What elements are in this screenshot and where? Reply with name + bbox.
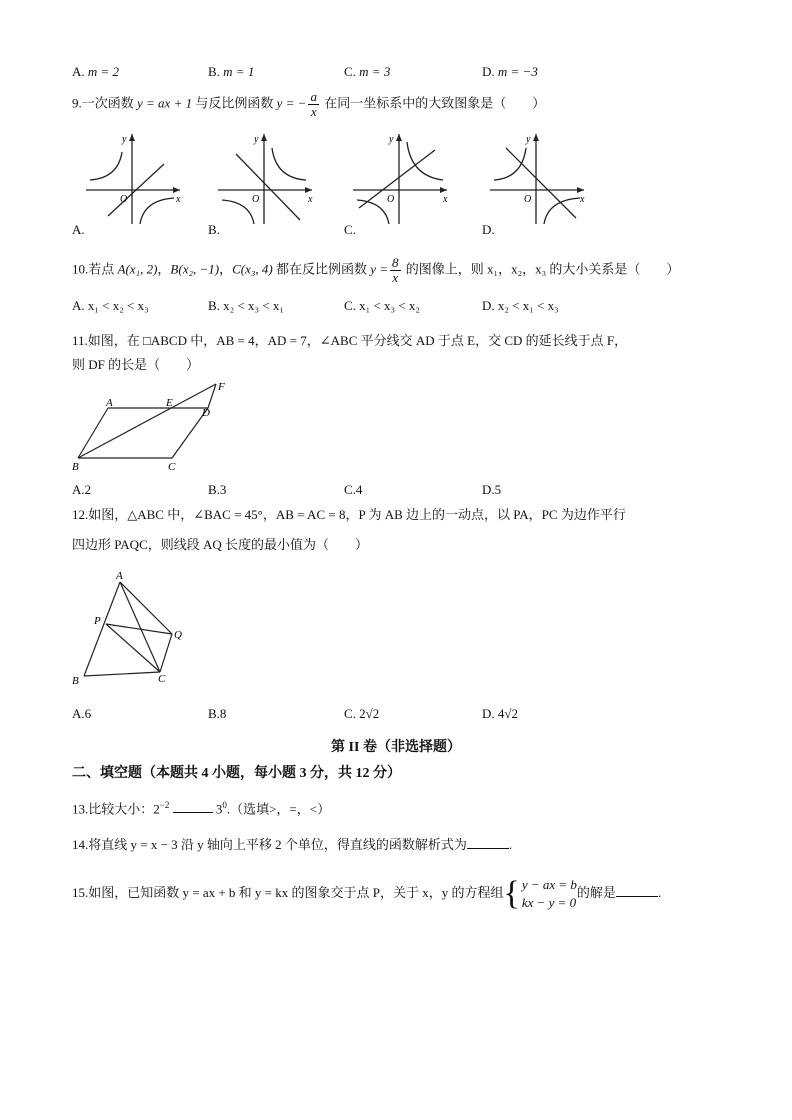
point-c-label: C	[158, 673, 166, 685]
q14-answer-blank[interactable]	[467, 848, 509, 849]
q10-stem: 10.若点 A(x₁, 2)，B(x₂, −1)，C(x₃, 4) 都在反比例函数 y = $\frac{8}{x}$ 的图像上，则 x₁，x₂，x₃ 的大小关系是（ ）	[72, 255, 680, 285]
q9-label-b: B.	[208, 222, 220, 237]
axis-y-label: y	[526, 134, 531, 145]
point-f-label: F	[218, 381, 225, 393]
origin-label: O	[120, 194, 128, 205]
q11-option-d: D.5	[482, 482, 502, 497]
axis-y-label: y	[122, 134, 127, 145]
section-heading: 二、填空题（本题共 4 小题，每小题 3 分，共 12 分）	[72, 766, 401, 781]
origin-label: O	[252, 194, 260, 205]
q8-option-a: A. m = 2	[72, 64, 120, 79]
q13-answer-blank[interactable]	[173, 812, 213, 813]
q9-graph-d	[482, 128, 592, 228]
q11-option-b: B.3	[208, 482, 227, 497]
origin-label: O	[524, 194, 532, 205]
q14-stem: 14.将直线 y = x − 3 沿 y 轴向上平移 2 个单位，得直线的函数解析式为 .	[72, 837, 513, 852]
q8-option-b: B. m = 1	[208, 64, 255, 79]
axis-x-label: x	[580, 194, 585, 205]
q8-option-c: C. m = 3	[344, 64, 391, 79]
q12-option-a: A.6	[72, 706, 92, 721]
q9-label-d: D.	[482, 222, 495, 237]
q12-option-b: B.8	[208, 706, 227, 721]
q9-label-a: A.	[72, 222, 85, 237]
point-e-label: E	[166, 397, 173, 409]
q10-option-d: D. x₂ < x₁ < x₃	[482, 298, 559, 313]
q9-graph-a	[78, 128, 188, 228]
q12-option-d: D. 4√2	[482, 706, 519, 721]
q15-answer-blank[interactable]	[616, 896, 658, 897]
q10-option-b: B. x₂ < x₃ < x₁	[208, 298, 284, 313]
point-a-label: A	[116, 570, 123, 582]
point-p-label: P	[94, 615, 101, 627]
q9-stem: 9.一次函数 y = ax + 1 与反比例函数 y = − $\frac{a}{x}$ 在同一坐标系中的大致图象是（ ）	[72, 89, 546, 119]
q15-equation-1: y − ax = b	[521, 877, 577, 892]
section-title: 第 II 卷（非选择题）	[331, 740, 461, 755]
q13-stem: 13.比较大小：$2^{-2}$ $3^0$.（选填>，=，<）	[72, 800, 331, 817]
point-d-label: D	[202, 407, 210, 419]
q9-graph-c	[345, 128, 455, 228]
q12-stem-line2: 四边形 PAQC，则线段 AQ 长度的最小值为（ ）	[72, 537, 369, 552]
axis-x-label: x	[176, 194, 181, 205]
q11-figure	[68, 378, 238, 476]
q8-option-d: D. m = −3	[482, 64, 538, 79]
q10-option-c: C. x₁ < x₃ < x₂	[344, 298, 420, 313]
point-a-label: A	[106, 397, 113, 409]
q15-stem: 15.如图，已知函数 y = ax + b 和 y = kx 的图象交于点 P，关于 x，y 的方程组{ y − ax = b kx − y = 0 的解是 .	[72, 875, 662, 912]
q11-stem-line1: 11.如图，在 □ABCD 中，AB = 4，AD = 7，∠ABC 平分线交 AD 于点 E，交 CD 的延长线于点 F，	[72, 333, 628, 348]
point-c-label: C	[168, 461, 176, 473]
q9-graph-b	[210, 128, 320, 228]
point-b-label: B	[72, 675, 79, 687]
axis-y-label: y	[389, 134, 394, 145]
q12-figure	[68, 568, 198, 688]
axis-y-label: y	[254, 134, 259, 145]
axis-x-label: x	[443, 194, 448, 205]
q9-label-c: C.	[344, 222, 356, 237]
q11-stem-line2: 则 DF 的长是（ ）	[72, 357, 200, 372]
origin-label: O	[387, 194, 395, 205]
q12-option-c: C. 2√2	[344, 706, 380, 721]
point-q-label: Q	[174, 629, 182, 641]
axis-x-label: x	[308, 194, 313, 205]
q12-stem-line1: 12.如图，△ABC 中，∠BAC = 45°，AB = AC = 8，P 为 AB 边上的一动点，以 PA，PC 为边作平行	[72, 507, 626, 522]
q15-equation-2: kx − y = 0	[521, 895, 577, 910]
point-b-label: B	[72, 461, 79, 473]
q10-option-a: A. x₁ < x₂ < x₃	[72, 298, 149, 313]
q11-option-a: A.2	[72, 482, 92, 497]
q11-option-c: C.4	[344, 482, 363, 497]
